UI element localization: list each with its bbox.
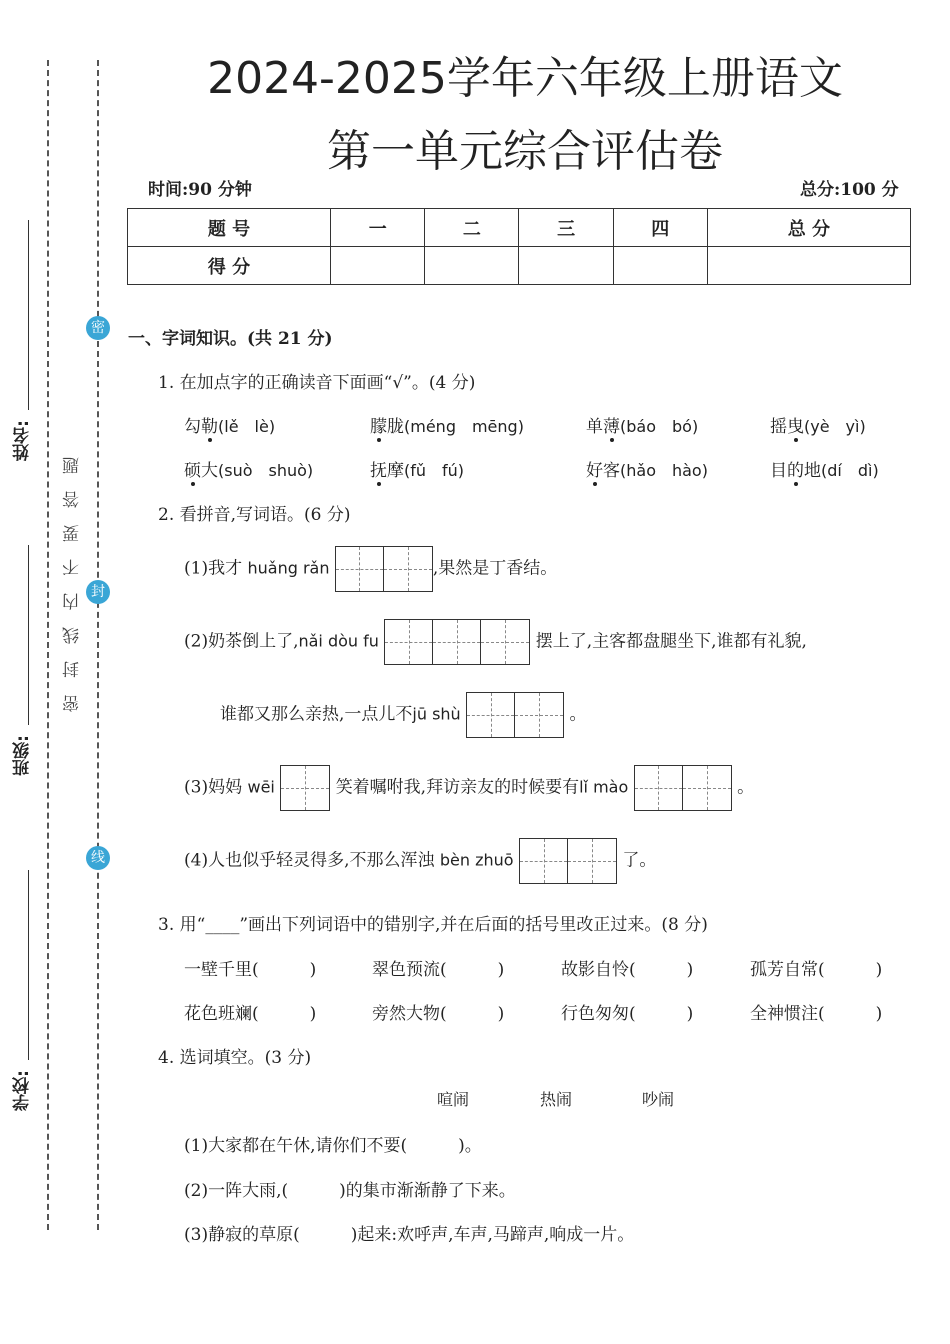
total-score: 总分:100 分 [800,180,899,200]
q1-prompt: 1. 在加点字的正确读音下面画“√”。(4 分) [158,373,476,393]
binding-dash-left [47,60,49,1230]
score-table-row [128,247,911,285]
q1-item[interactable] [586,412,698,437]
pinyin-options: (fǔ fú) [404,461,465,480]
writing-grid[interactable] [280,765,330,811]
dotted-char: 勒 [201,417,218,437]
sentence-text: 。 [737,777,755,798]
word-part: 大 [201,461,218,481]
pinyin-prompt: bèn zhuō [439,850,514,870]
binding-dash-right [97,60,99,1230]
dotted-char: 的 [787,461,804,481]
dotted-char: 薄 [603,417,620,437]
dotted-char: 硕 [184,461,201,481]
pinyin-options: (méng mēng) [404,417,524,436]
writing-grid[interactable] [384,619,530,665]
sentence-text: 。 [569,704,587,725]
q4-sentence-1[interactable]: (1)大家都在午休,请你们不要( )。 [184,1136,482,1156]
sentence-text: 笑着嘱咐我,拜访亲友的时候要有 [335,777,580,798]
score-cell[interactable] [613,247,707,285]
word-part: 地 [804,461,821,481]
word-part: 胧 [387,417,404,437]
sentence-text: (2)奶茶倒上了, [184,631,299,652]
grid-cell[interactable] [281,766,329,810]
writing-grid[interactable] [519,838,617,884]
page-title: 2024-2025学年六年级上册语文 [207,53,843,104]
q1-item[interactable] [770,456,879,481]
q3-item[interactable]: 行色匆匆( ) [561,1004,694,1024]
pinyin-prompt: huǎng rǎn [247,558,330,578]
seal-circle-feng: 封 [86,580,110,604]
q3-item[interactable]: 花色班斓( ) [184,1004,317,1024]
pinyin-options: (báo bó) [620,417,699,436]
word-part: 单 [586,417,603,437]
pinyin-prompt: nǎi dòu fu [298,631,379,651]
time-limit: 时间:90 分钟 [148,180,252,200]
score-table [127,208,911,285]
grid-cell[interactable] [635,766,683,810]
q3-item[interactable]: 旁然大物( ) [372,1004,505,1024]
word-option: 吵闹 [642,1090,675,1109]
word-part: 目 [770,461,787,481]
dotted-char: 好 [586,461,603,481]
word-part: 客 [603,461,620,481]
seal-notice: 密封线内不要答题 [63,440,83,712]
score-cell[interactable] [425,247,519,285]
grid-cell[interactable] [481,620,529,664]
grid-cell[interactable] [520,839,568,883]
q1-item[interactable] [370,456,464,481]
grid-cell[interactable] [683,766,731,810]
word-option: 喧闹 [437,1090,470,1109]
q3-item[interactable]: 一壁千里( ) [184,960,317,980]
seal-circle-mi: 密 [86,316,110,340]
score-cell[interactable] [519,247,613,285]
q4-prompt: 4. 选词填空。(3 分) [158,1048,312,1068]
section-heading: 一、字词知识。(共 21 分) [128,329,333,349]
grid-cell[interactable] [385,620,433,664]
grid-cell[interactable] [336,547,384,591]
pinyin-options: (lě lè) [218,417,276,436]
dotted-char: 曳 [787,417,804,437]
score-cell[interactable] [331,247,425,285]
q4-sentence-2[interactable]: (2)一阵大雨,( )的集市渐渐静了下来。 [184,1181,516,1201]
sentence-text: ,果然是丁香结。 [432,558,558,579]
q3-item[interactable]: 翠色预流( ) [372,960,505,980]
score-header-cell: 总 分 [707,209,910,247]
sentence-text: (4)人也似乎轻灵得多,不那么浑浊 [184,850,435,871]
score-row-label: 得 分 [128,247,331,285]
q2-sentence-1 [184,546,557,592]
school-label: 学校: [13,1070,33,1111]
word-option: 热闹 [540,1090,573,1109]
pinyin-options: (dí dì) [821,461,879,480]
score-cell[interactable] [707,247,910,285]
page-subtitle: 第一单元综合评估卷 [327,126,723,177]
grid-cell[interactable] [568,839,616,883]
grid-cell[interactable] [384,547,432,591]
school-line[interactable] [28,870,29,1060]
word-part: 勾 [184,417,201,437]
q3-prompt: 3. 用“____”画出下列词语中的错别字,并在后面的括号里改正过来。(8 分) [158,915,708,935]
q1-item[interactable] [586,456,708,481]
grid-cell[interactable] [515,693,563,737]
dotted-char: 朦 [370,417,387,437]
score-header-cell: 一 [331,209,425,247]
q2-sentence-2-cont [220,692,587,738]
seal-circle-xian: 线 [86,846,110,870]
score-header-cell: 三 [519,209,613,247]
writing-grid[interactable] [634,765,732,811]
q3-item[interactable]: 故影自怜( ) [561,960,694,980]
sentence-text: 谁都又那么亲热,一点儿不 [220,704,413,725]
score-header-cell: 四 [613,209,707,247]
q3-item[interactable]: 孤芳自常( ) [750,960,883,980]
q3-item[interactable]: 全神惯注( ) [750,1004,883,1024]
class-label: 班级: [13,735,33,776]
q4-sentence-3[interactable]: (3)静寂的草原( )起来:欢呼声,车声,马蹄声,响成一片。 [184,1225,635,1245]
name-line[interactable] [28,220,29,410]
q1-item[interactable] [184,412,275,437]
pinyin-options: (yè yì) [804,417,866,436]
score-table-header [128,209,911,247]
dotted-char: 抚 [370,461,387,481]
sentence-text: (1)我才 [184,558,243,579]
writing-grid[interactable] [466,692,564,738]
sentence-text: (3)妈妈 [184,777,243,798]
pinyin-prompt: jū shù [412,704,461,724]
score-header-cell: 二 [425,209,519,247]
q2-prompt: 2. 看拼音,写词语。(6 分) [158,505,351,525]
q2-sentence-3 [184,765,754,811]
class-line[interactable] [28,545,29,725]
sentence-text: 了。 [622,850,657,871]
pinyin-prompt: lǐ mào [579,777,629,797]
q1-item[interactable] [370,412,524,437]
writing-grid[interactable] [335,546,433,592]
score-header-cell: 题 号 [128,209,331,247]
q2-sentence-2 [184,619,807,665]
q2-sentence-4 [184,838,656,884]
name-label: 姓名: [13,420,33,461]
q1-item[interactable] [770,412,866,437]
q1-item[interactable] [184,456,313,481]
pinyin-options: (suò shuò) [218,461,314,480]
pinyin-options: (hǎo hào) [620,461,708,480]
grid-cell[interactable] [467,693,515,737]
word-part: 摇 [770,417,787,437]
grid-cell[interactable] [433,620,481,664]
word-part: 摩 [387,461,404,481]
pinyin-prompt: wēi [247,777,275,797]
sentence-text: 摆上了,主客都盘腿坐下,谁都有礼貌, [535,631,807,652]
